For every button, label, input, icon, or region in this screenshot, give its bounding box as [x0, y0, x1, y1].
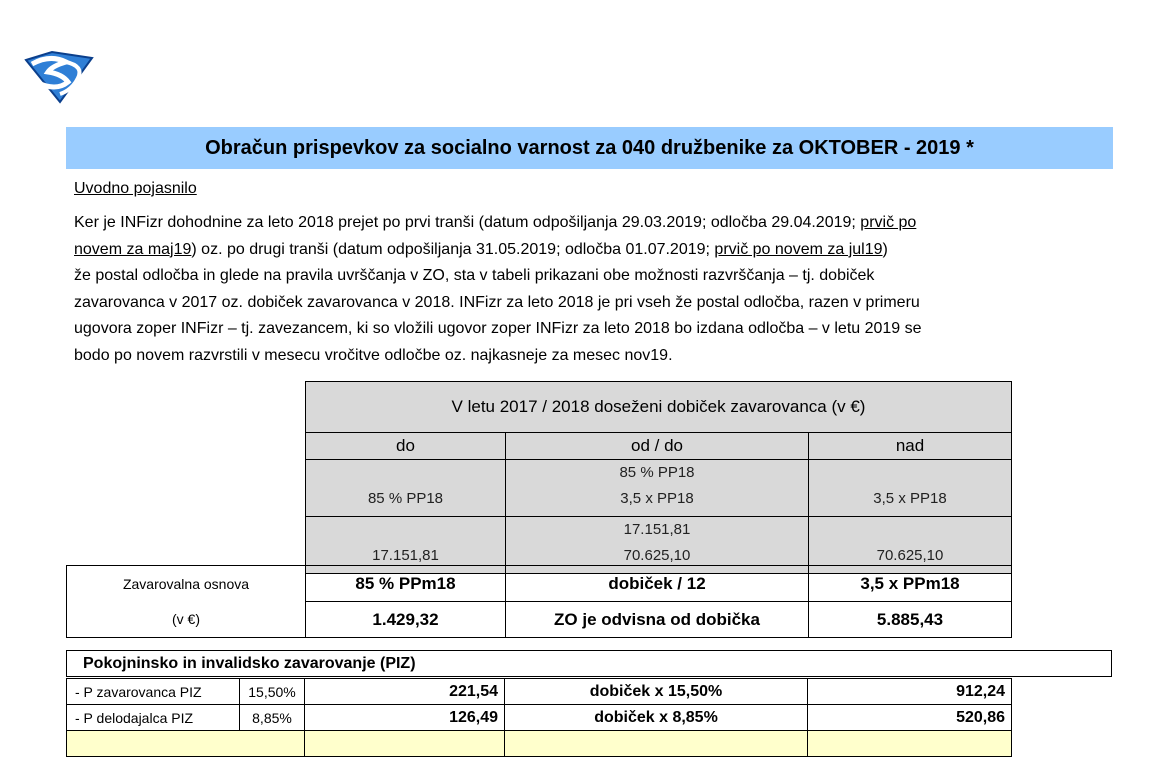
- page-title: Obračun prispevkov za socialno varnost za 040 družbenike za OKTOBER - 2019 *: [66, 127, 1113, 169]
- insurance-base-table: [66, 565, 1012, 638]
- piz-mid: dobiček x 8,85%: [505, 705, 808, 731]
- pp-od-do: [506, 460, 809, 517]
- piz-heading: Pokojninsko in invalidsko zavarovanje (PIZ): [66, 650, 1112, 677]
- intro-line2: ) oz. po drugi tranši (datum odpošiljanja 31.05.2019; odločba 01.07.2019;: [191, 240, 715, 258]
- company-logo: [22, 48, 96, 104]
- pp-nad: 3,5 x PP18: [809, 460, 1012, 517]
- val-od-top: 17.151,81: [623, 521, 691, 538]
- piz-high: 520,86: [808, 705, 1012, 731]
- piz-total-label: [67, 731, 305, 757]
- piz-label: - P delodajalca PIZ: [67, 705, 240, 731]
- intro-line4: zavarovanca v 2017 oz. dobiček zavarovanca v 2018. INFizr za leto 2018 je pri vseh že postal odločba, razen v primeru: [74, 293, 920, 311]
- piz-total-mid: [505, 731, 808, 757]
- base-unit: (v €): [67, 602, 306, 638]
- intro-line1: Ker je INFizr dohodnine za leto 2018 prejet po prvi tranši (datum odpošiljanja 29.03.2019; odločba 29.04.2019;: [74, 214, 861, 231]
- piz-table: [66, 678, 1012, 757]
- base-label: Zavarovalna osnova: [67, 566, 306, 602]
- piz-high: 912,24: [808, 679, 1012, 705]
- base-od-do: dobiček / 12: [506, 566, 809, 602]
- intro-line6: bodo po novem razvrstili v mesecu vročitve odločbe oz. najkasneje za mesec nov19.: [74, 346, 673, 364]
- intro-line2-end: ): [882, 240, 888, 258]
- intro-line5: ugovora zoper INFizr – tj. zavezancem, ki so vložili ugovor zoper INFizr za leto 2018 bo izdana odločba – v letu 2019 se: [74, 320, 922, 337]
- base-nad: 3,5 x PPm18: [809, 566, 1012, 602]
- val-nad: 70.625,10: [809, 517, 1012, 574]
- piz-mid: dobiček x 15,50%: [505, 679, 808, 705]
- base-value-high: 5.885,43: [809, 602, 1012, 638]
- table-row: [67, 679, 1012, 705]
- piz-label: - P zavarovanca PIZ: [67, 679, 240, 705]
- piz-low: 126,49: [305, 705, 505, 731]
- intro-link-jul: prvič po novem za jul19: [714, 240, 883, 258]
- pp-od-bottom: 3,5 x PP18: [620, 490, 694, 507]
- intro-line3: že postal odločba in glede na pravila uvrščanja v ZO, sta v tabeli prikazani obe možnosti razvrščanja – tj. dobiček: [74, 267, 875, 284]
- piz-total-high: [808, 731, 1012, 757]
- income-range-table: [305, 381, 1012, 574]
- intro-text: [74, 210, 1114, 369]
- piz-low: 221,54: [305, 679, 505, 705]
- base-value-mid: ZO je odvisna od dobička: [506, 602, 809, 638]
- piz-rate: 15,50%: [240, 679, 305, 705]
- intro-link-maj: prvič po: [860, 214, 917, 231]
- col-nad: nad: [809, 433, 1012, 460]
- col-od-do: od / do: [506, 433, 809, 460]
- range-header: V letu 2017 / 2018 doseženi dobiček zavarovanca (v €): [306, 382, 1012, 433]
- base-do: 85 % PPm18: [306, 566, 506, 602]
- col-do: do: [306, 433, 506, 460]
- table-row-total: [67, 731, 1012, 757]
- pp-od-top: 85 % PP18: [619, 464, 695, 481]
- intro-link-maj-cont: novem za maj19: [74, 240, 192, 258]
- val-od-bottom: 70.625,10: [623, 547, 691, 564]
- piz-rate: 8,85%: [240, 705, 305, 731]
- table-row: [67, 705, 1012, 731]
- val-do: 17.151,81: [306, 517, 506, 574]
- intro-heading: Uvodno pojasnilo: [74, 180, 197, 197]
- pp-do: 85 % PP18: [306, 460, 506, 517]
- base-value-low: 1.429,32: [306, 602, 506, 638]
- piz-total-low: [305, 731, 505, 757]
